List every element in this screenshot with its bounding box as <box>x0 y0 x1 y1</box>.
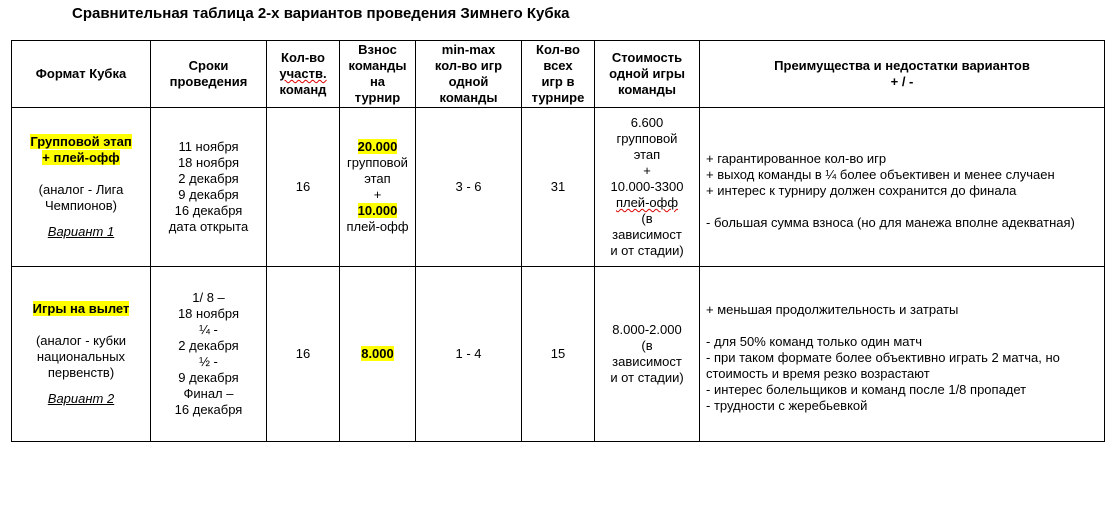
cons-item: - большая сумма взноса (но для манежа вполне адекватная) <box>706 215 1075 230</box>
pros-cons-cell <box>700 108 1105 267</box>
variant-label: Вариант 2 <box>47 391 115 406</box>
fee-amount: 8.000 <box>361 346 394 361</box>
fee-amount: 10.000 <box>357 203 398 218</box>
header-pros: Преимущества и недостатки вариантов + / - <box>700 41 1105 108</box>
format-name: Игры на вылет <box>32 301 130 316</box>
header-row <box>12 41 1105 108</box>
format-cell: Игры на вылет (аналог - кубки национальных первенств) Вариант 2 <box>12 267 151 442</box>
comparison-table <box>11 40 1105 442</box>
minmax-cell: 3 - 6 <box>416 108 522 267</box>
format-name: + плей-офф <box>42 150 120 165</box>
cons-item: - интерес болельщиков и команд после 1/8 пропадет <box>706 382 1027 397</box>
cost-cell: 6.600 групповой этап + 10.000-3300 плей-офф (в зависимост и от стадии) <box>595 108 700 267</box>
fee-amount: 20.000 <box>357 139 398 154</box>
dates-cell: 11 ноября 18 ноября 2 декабря 9 декабря 16 декабря дата открыта <box>151 108 267 267</box>
teams-cell: 16 <box>267 267 340 442</box>
fee-cell: 20.000 групповой этап + 10.000 плей-офф <box>340 108 416 267</box>
fee-cell <box>340 267 416 442</box>
header-minmax: min-max кол-во игр одной команды <box>416 41 522 108</box>
table-row <box>12 267 1105 442</box>
total-cell: 31 <box>522 108 595 267</box>
cost-cell: 8.000-2.000 (в зависимост и от стадии) <box>595 267 700 442</box>
format-name: Групповой этап <box>30 134 132 149</box>
variant-label: Вариант 1 <box>47 224 115 239</box>
pros-item: + меньшая продолжительность и затраты <box>706 302 959 317</box>
minmax-cell: 1 - 4 <box>416 267 522 442</box>
header-dates: Сроки проведения <box>151 41 267 108</box>
pros-item: + гарантированное кол-во игр <box>706 151 887 166</box>
table-row <box>12 108 1105 267</box>
header-fee: Взнос команды на турнир <box>340 41 416 108</box>
cons-item: - при таком формате более объективно играть 2 матча, но стоимость и время резко возрастают <box>706 350 1060 381</box>
pros-item: + интерес к турниру должен сохранится до финала <box>706 183 1017 198</box>
format-cell: Групповой этап + плей-офф (аналог - Лига Чемпионов) Вариант 1 <box>12 108 151 267</box>
pros-item: + выход команды в ¼ более объективен и менее случаен <box>706 167 1055 182</box>
page-title: Сравнительная таблица 2-х вариантов проведения Зимнего Кубка <box>72 5 570 22</box>
cons-item: - для 50% команд только один матч <box>706 334 922 349</box>
total-cell: 15 <box>522 267 595 442</box>
header-cost: Стоимость одной игры команды <box>595 41 700 108</box>
pros-cons-cell <box>700 267 1105 442</box>
header-format: Формат Кубка <box>12 41 151 108</box>
header-teams: Кол-во участв. команд <box>267 41 340 108</box>
dates-cell: 1/ 8 – 18 ноября ¼ - 2 декабря ½ - 9 декабря Финал – 16 декабря <box>151 267 267 442</box>
header-total: Кол-во всех игр в турнире <box>522 41 595 108</box>
cons-item: - трудности с жеребьевкой <box>706 398 868 413</box>
teams-cell: 16 <box>267 108 340 267</box>
